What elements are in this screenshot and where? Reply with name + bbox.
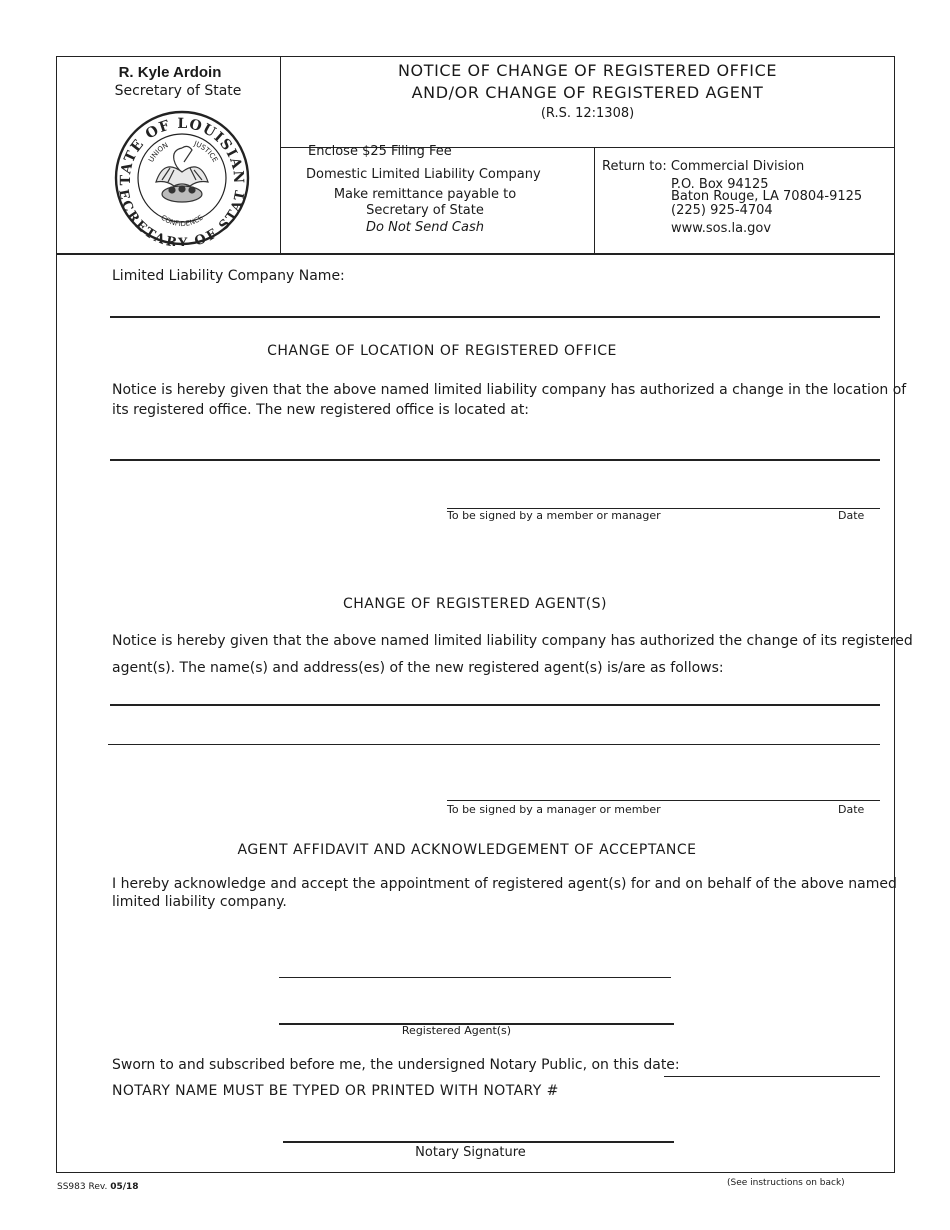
return-line3: (225) 925-4704 bbox=[671, 203, 773, 218]
pelican-icon bbox=[156, 146, 208, 202]
fee-line5: Do Not Send Cash bbox=[366, 220, 484, 235]
office-date-label: Date bbox=[838, 509, 865, 522]
agent-signature-line[interactable] bbox=[447, 800, 880, 801]
agent-sign-label: To be signed by a manager or member bbox=[447, 803, 661, 816]
sworn-text: Sworn to and subscribed before me, the undersigned Notary Public, on this date: bbox=[112, 1057, 680, 1073]
fee-line1: Enclose $25 Filing Fee bbox=[308, 144, 452, 159]
form-revision: 05/18 bbox=[110, 1182, 139, 1192]
return-label: Return to: Commercial Division bbox=[602, 159, 805, 174]
sworn-date-line[interactable] bbox=[664, 1076, 880, 1077]
svg-text:CONFIDENCE bbox=[159, 214, 204, 229]
form-title-line1: NOTICE OF CHANGE OF REGISTERED OFFICE bbox=[397, 61, 778, 80]
agent-section-heading: CHANGE OF REGISTERED AGENT(S) bbox=[342, 596, 608, 612]
affidavit-text-line2: limited liability company. bbox=[112, 894, 287, 910]
return-website: www.sos.la.gov bbox=[671, 221, 772, 236]
header-divider-right bbox=[594, 147, 595, 254]
seal-ribbon-bottom: CONFIDENCE bbox=[159, 213, 205, 229]
svg-text:UNION bbox=[147, 141, 169, 163]
affidavit-text-line1: I hereby acknowledge and accept the appointment of registered agent(s) for and on behalf of the above named bbox=[112, 876, 897, 892]
company-name-label: Limited Liability Company Name: bbox=[112, 268, 345, 284]
office-address-line[interactable] bbox=[110, 459, 880, 461]
affidavit-heading: AGENT AFFIDAVIT AND ACKNOWLEDGEMENT OF ACCEPTANCE bbox=[237, 842, 697, 858]
statute-reference: (R.S. 12:1308) bbox=[540, 106, 635, 121]
state-seal bbox=[112, 110, 252, 246]
official-name: R. Kyle Ardoin bbox=[118, 64, 222, 81]
instructions-note: (See instructions on back) bbox=[727, 1178, 845, 1188]
seal-top-text: TATE OF LOUISIAN bbox=[117, 115, 247, 186]
notary-signature-label: Notary Signature bbox=[415, 1145, 526, 1160]
office-sign-label: To be signed by a member or manager bbox=[447, 509, 661, 522]
fee-line4: Secretary of State bbox=[366, 203, 484, 218]
seal-ribbon-right: JUSTICE bbox=[192, 139, 220, 164]
form-number-text: SS983 Rev. bbox=[57, 1182, 111, 1192]
registered-agent-label: Registered Agent(s) bbox=[401, 1024, 512, 1037]
seal-svg bbox=[112, 110, 252, 246]
seal-ribbon-left: UNION bbox=[147, 141, 170, 164]
fee-line2: Domestic Limited Liability Company bbox=[306, 167, 541, 182]
return-line1: P.O. Box 94125 bbox=[671, 177, 769, 192]
company-name-line[interactable] bbox=[110, 316, 880, 318]
agent-name-line[interactable] bbox=[279, 977, 671, 978]
official-title: Secretary of State bbox=[114, 83, 242, 99]
seal-bottom-text: ECRETARY OF STAT bbox=[115, 188, 249, 246]
office-notice-line1: Notice is hereby given that the above named limited liability company has authorized a change in the location of bbox=[112, 382, 907, 398]
agent-address-line2[interactable] bbox=[108, 744, 880, 745]
agent-address-line1[interactable] bbox=[110, 704, 880, 706]
notary-instruction: NOTARY NAME MUST BE TYPED OR PRINTED WITH NOTARY # bbox=[112, 1083, 559, 1099]
agent-date-label: Date bbox=[838, 803, 865, 816]
header-bottom-border bbox=[56, 253, 895, 255]
form-number bbox=[57, 1182, 139, 1192]
notary-signature-line[interactable] bbox=[283, 1141, 674, 1143]
form-title-line2: AND/OR CHANGE OF REGISTERED AGENT bbox=[411, 83, 764, 102]
agent-notice-line2: agent(s). The name(s) and address(es) of the new registered agent(s) is/are as follows: bbox=[112, 660, 724, 676]
fee-line3: Make remittance payable to bbox=[333, 187, 517, 202]
return-line2: Baton Rouge, LA 70804-9125 bbox=[671, 189, 863, 204]
office-section-heading: CHANGE OF LOCATION OF REGISTERED OFFICE bbox=[267, 343, 617, 359]
agent-notice-line1: Notice is hereby given that the above named limited liability company has authorized the change of its registered bbox=[112, 633, 913, 649]
office-notice-line2: its registered office. The new registered office is located at: bbox=[112, 402, 530, 418]
